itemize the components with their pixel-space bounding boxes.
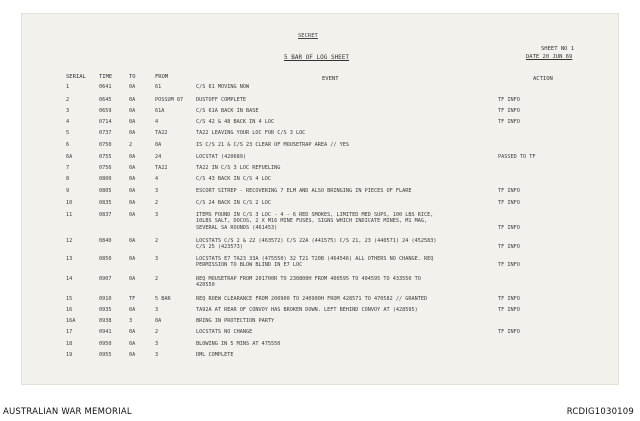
row-to: 0A bbox=[129, 352, 136, 358]
row-action: TF INFO bbox=[498, 224, 520, 231]
row-serial: 17 bbox=[66, 329, 73, 335]
sheet-number: SHEET NO 1 bbox=[541, 46, 575, 52]
row-serial: 12 bbox=[66, 238, 73, 244]
log-row bbox=[66, 142, 606, 152]
footer-reference: RCDIG1030109 bbox=[566, 407, 634, 417]
row-time: 0910 bbox=[99, 296, 112, 302]
row-serial: 9 bbox=[66, 188, 70, 194]
row-from: TA22 bbox=[155, 130, 168, 136]
row-event bbox=[196, 97, 246, 103]
row-time: 0850 bbox=[99, 256, 112, 262]
row-serial: 14 bbox=[66, 276, 73, 282]
log-row bbox=[66, 318, 606, 328]
log-row bbox=[66, 200, 606, 210]
row-time: 0645 bbox=[99, 97, 112, 103]
row-event bbox=[196, 256, 433, 269]
row-to: 3 bbox=[129, 318, 133, 324]
row-event bbox=[196, 318, 274, 324]
row-from: 5 BAR bbox=[155, 296, 171, 302]
row-event-line: ESCORT SITREP - RECOVERING 7 ELM AND ALSO BRINGING IN PIECES OF FLARE bbox=[196, 188, 412, 194]
header-from: FROM bbox=[155, 74, 169, 80]
row-event-line: C/S 43 BACK IN C/S 4 LOC bbox=[196, 176, 271, 182]
row-to: 0A bbox=[129, 256, 136, 262]
header-to: TO bbox=[129, 74, 136, 80]
log-row bbox=[66, 130, 606, 140]
row-time: 0714 bbox=[99, 119, 112, 125]
log-row bbox=[66, 212, 606, 231]
row-event-line: BRING IN PROTECTION PARTY bbox=[196, 318, 275, 324]
row-event-line: DML COMPLETE bbox=[196, 352, 234, 358]
row-event bbox=[196, 212, 433, 231]
row-to: 0A bbox=[129, 119, 136, 125]
row-event bbox=[196, 296, 427, 302]
log-row bbox=[66, 108, 606, 118]
row-event bbox=[196, 154, 246, 160]
row-action: TF INFO bbox=[498, 329, 520, 335]
row-event-line: TA92A AT REAR OF CONVOY HAS BROKEN DOWN. LEFT BEHIND CONVOY AT (428595) bbox=[196, 307, 418, 313]
row-event-line: IS C/S 21 & C/S 23 CLEAR OF MOUSETRAP AREA // YES bbox=[196, 142, 350, 148]
row-from: 2 bbox=[155, 238, 159, 244]
row-to: 0A bbox=[129, 341, 136, 347]
row-event bbox=[196, 119, 274, 125]
row-action: PASSED TO TF bbox=[498, 154, 536, 160]
row-to: 0A bbox=[129, 238, 136, 244]
row-time: 0835 bbox=[99, 200, 112, 206]
row-time: 0755 bbox=[99, 154, 112, 160]
row-from: 3 bbox=[155, 352, 159, 358]
row-from: TA22 bbox=[155, 165, 168, 171]
log-row bbox=[66, 307, 606, 317]
sheet-date: DATE 20 JUN 69 bbox=[526, 54, 573, 60]
row-from: 0A bbox=[155, 318, 162, 324]
row-from: 3 bbox=[155, 341, 159, 347]
row-serial: 5 bbox=[66, 130, 70, 136]
log-row bbox=[66, 296, 606, 306]
log-row bbox=[66, 165, 606, 175]
row-serial: 15 bbox=[66, 296, 73, 302]
row-to: 0A bbox=[129, 329, 136, 335]
row-serial: 18 bbox=[66, 341, 73, 347]
row-event-line: SEVERAL SA ROUNDS (461453) bbox=[196, 224, 278, 231]
row-from: POSSUM 07 bbox=[155, 97, 184, 103]
row-to: 0A bbox=[129, 154, 136, 160]
log-row bbox=[66, 188, 606, 198]
log-row bbox=[66, 352, 606, 362]
row-time: 0659 bbox=[99, 108, 112, 114]
header-time: TIME bbox=[99, 74, 113, 80]
log-row bbox=[66, 119, 606, 129]
row-to: 0A bbox=[129, 176, 136, 182]
row-event-line: C/S 24 BACK IN C/S 2 LOC bbox=[196, 200, 271, 206]
row-event-line: REQ ROEW CLEARANCE FROM 200900 TO 240900H FROM 428571 TO 470582 // GRANTED bbox=[196, 296, 428, 302]
row-to: 0A bbox=[129, 212, 136, 218]
row-event bbox=[196, 329, 252, 335]
row-action: TF INFO bbox=[498, 307, 520, 313]
row-action: TF INFO bbox=[498, 119, 520, 125]
row-to: 0A bbox=[129, 200, 136, 206]
row-event bbox=[196, 84, 249, 90]
row-time: 0938 bbox=[99, 318, 112, 324]
footer-source: AUSTRALIAN WAR MEMORIAL bbox=[3, 407, 132, 417]
row-serial: 7 bbox=[66, 165, 70, 171]
row-from: 4 bbox=[155, 119, 159, 125]
row-event bbox=[196, 238, 436, 251]
row-serial: 19 bbox=[66, 352, 73, 358]
row-time: 0941 bbox=[99, 329, 112, 335]
row-event-line: BLOWING IN 5 MINS AT 475550 bbox=[196, 341, 281, 347]
row-action: TF INFO bbox=[498, 188, 520, 194]
row-event bbox=[196, 352, 233, 358]
row-time: 0756 bbox=[99, 165, 112, 171]
log-row bbox=[66, 176, 606, 186]
row-action: TF INFO bbox=[498, 97, 520, 103]
row-to: TF bbox=[129, 296, 136, 302]
row-event-line: 420550 bbox=[196, 282, 215, 289]
row-event-line: C/S 61A BACK IN BASE bbox=[196, 108, 259, 114]
row-serial: 6A bbox=[66, 154, 73, 160]
row-event bbox=[196, 165, 280, 171]
row-serial: 2 bbox=[66, 97, 70, 103]
row-from: 61 bbox=[155, 84, 162, 90]
row-to: 0A bbox=[129, 307, 136, 313]
row-to: 0A bbox=[129, 188, 136, 194]
row-event-line: DUSTOFF COMPLETE bbox=[196, 97, 246, 103]
row-to: 0A bbox=[129, 97, 136, 103]
row-from: 4 bbox=[155, 176, 159, 182]
row-action: TF INFO bbox=[498, 200, 520, 206]
row-event-line: TA22 LEAVING YOUR LOC FOR C/S 3 LOC bbox=[196, 130, 306, 136]
row-event-line: LOCSTATS C/S 2 & 22 (463572) C/S 22A (441575) C/S 21, 23 (440571) 24 (452583) bbox=[196, 238, 437, 244]
row-event bbox=[196, 276, 421, 289]
row-to: 0A bbox=[129, 165, 136, 171]
row-from: 24 bbox=[155, 154, 162, 160]
row-time: 0750 bbox=[99, 142, 112, 148]
row-event-line: TA22 IN C/S 3 LOC REFUELING bbox=[196, 165, 281, 171]
row-serial: 16A bbox=[66, 318, 76, 324]
row-event bbox=[196, 341, 280, 347]
log-row bbox=[66, 84, 606, 94]
row-to: 0A bbox=[129, 130, 136, 136]
row-time: 0800 bbox=[99, 176, 112, 182]
row-event-line: C/S 25 (423573) bbox=[196, 244, 243, 251]
row-from: 2 bbox=[155, 329, 159, 335]
row-event-line: C/S 61 MOVING NOW bbox=[196, 84, 250, 90]
row-time: 0907 bbox=[99, 276, 112, 282]
row-serial: 3 bbox=[66, 108, 70, 114]
row-time: 0935 bbox=[99, 307, 112, 313]
row-serial: 13 bbox=[66, 256, 73, 262]
row-event bbox=[196, 142, 349, 148]
header-event: EVENT bbox=[322, 76, 339, 82]
log-row bbox=[66, 276, 606, 289]
row-serial: 1 bbox=[66, 84, 70, 90]
log-row bbox=[66, 154, 606, 164]
row-event bbox=[196, 176, 271, 182]
row-event bbox=[196, 200, 271, 206]
row-serial: 10 bbox=[66, 200, 73, 206]
row-from: 3 bbox=[155, 188, 159, 194]
row-time: 0641 bbox=[99, 84, 112, 90]
row-to: 0A bbox=[129, 108, 136, 114]
row-event-line: REQ MOUSETRAP FROM 201700R TO 230800H FROM 400595 TO 404595 TO 433550 TO bbox=[196, 276, 421, 282]
header-serial: SERIAL bbox=[66, 74, 86, 80]
row-action: TF INFO bbox=[498, 262, 520, 269]
row-event bbox=[196, 108, 258, 114]
header-action: ACTION bbox=[533, 76, 553, 82]
row-serial: 4 bbox=[66, 119, 70, 125]
row-from: 2 bbox=[155, 276, 159, 282]
row-from: 3 bbox=[155, 212, 159, 218]
row-event-line: ITEMS FOUND IN C/S 3 LOC - 4 - 6 RED SMOKES, LIMITED MED SUPS, 100 LBS RICE, bbox=[196, 212, 434, 218]
sheet-title: 5 BAR OF LOG SHEET bbox=[284, 54, 350, 61]
row-from: 3 bbox=[155, 307, 159, 313]
row-serial: 16 bbox=[66, 307, 73, 313]
row-event-line: PERMISSION TO BLOW BLIND IN E7 LOC bbox=[196, 262, 303, 269]
row-event-line: LOCSTATS NO CHANGE bbox=[196, 329, 253, 335]
log-row bbox=[66, 256, 606, 269]
log-row bbox=[66, 341, 606, 351]
row-event-line: LOCSTATS E7 TA23 33A (475550) 32 T21 T20B (464546) ALL OTHERS NO CHANGE. REQ bbox=[196, 256, 434, 262]
row-action: TF INFO bbox=[498, 108, 520, 114]
row-from: 2 bbox=[155, 200, 159, 206]
row-from: 61A bbox=[155, 108, 165, 114]
row-event-line: 10LBS SALT, DOCOS, 2 X M16 MINE FUSES, SIGNS WHICH INDICATE MINES, M1 MAG, bbox=[196, 218, 428, 225]
row-time: 0837 bbox=[99, 212, 112, 218]
row-event-line: C/S 42 & 48 BACK IN 4 LOC bbox=[196, 119, 275, 125]
classification-mark: SECRET bbox=[298, 33, 318, 39]
row-event-line: LOCSTAT (420689) bbox=[196, 154, 246, 160]
row-serial: 6 bbox=[66, 142, 70, 148]
row-to: 0A bbox=[129, 276, 136, 282]
row-from: 0A bbox=[155, 142, 162, 148]
row-time: 0840 bbox=[99, 238, 112, 244]
log-row bbox=[66, 329, 606, 339]
row-event bbox=[196, 130, 305, 136]
row-to: 0A bbox=[129, 84, 136, 90]
row-from: 3 bbox=[155, 256, 159, 262]
row-time: 0805 bbox=[99, 188, 112, 194]
row-time: 0955 bbox=[99, 352, 112, 358]
row-action: TF INFO bbox=[498, 244, 520, 251]
row-time: 0950 bbox=[99, 341, 112, 347]
row-time: 0737 bbox=[99, 130, 112, 136]
row-serial: 8 bbox=[66, 176, 70, 182]
log-row bbox=[66, 238, 606, 251]
row-event bbox=[196, 307, 418, 313]
row-action: TF INFO bbox=[498, 296, 520, 302]
row-to: 2 bbox=[129, 142, 133, 148]
log-row bbox=[66, 97, 606, 107]
row-event bbox=[196, 188, 412, 194]
row-serial: 11 bbox=[66, 212, 73, 218]
